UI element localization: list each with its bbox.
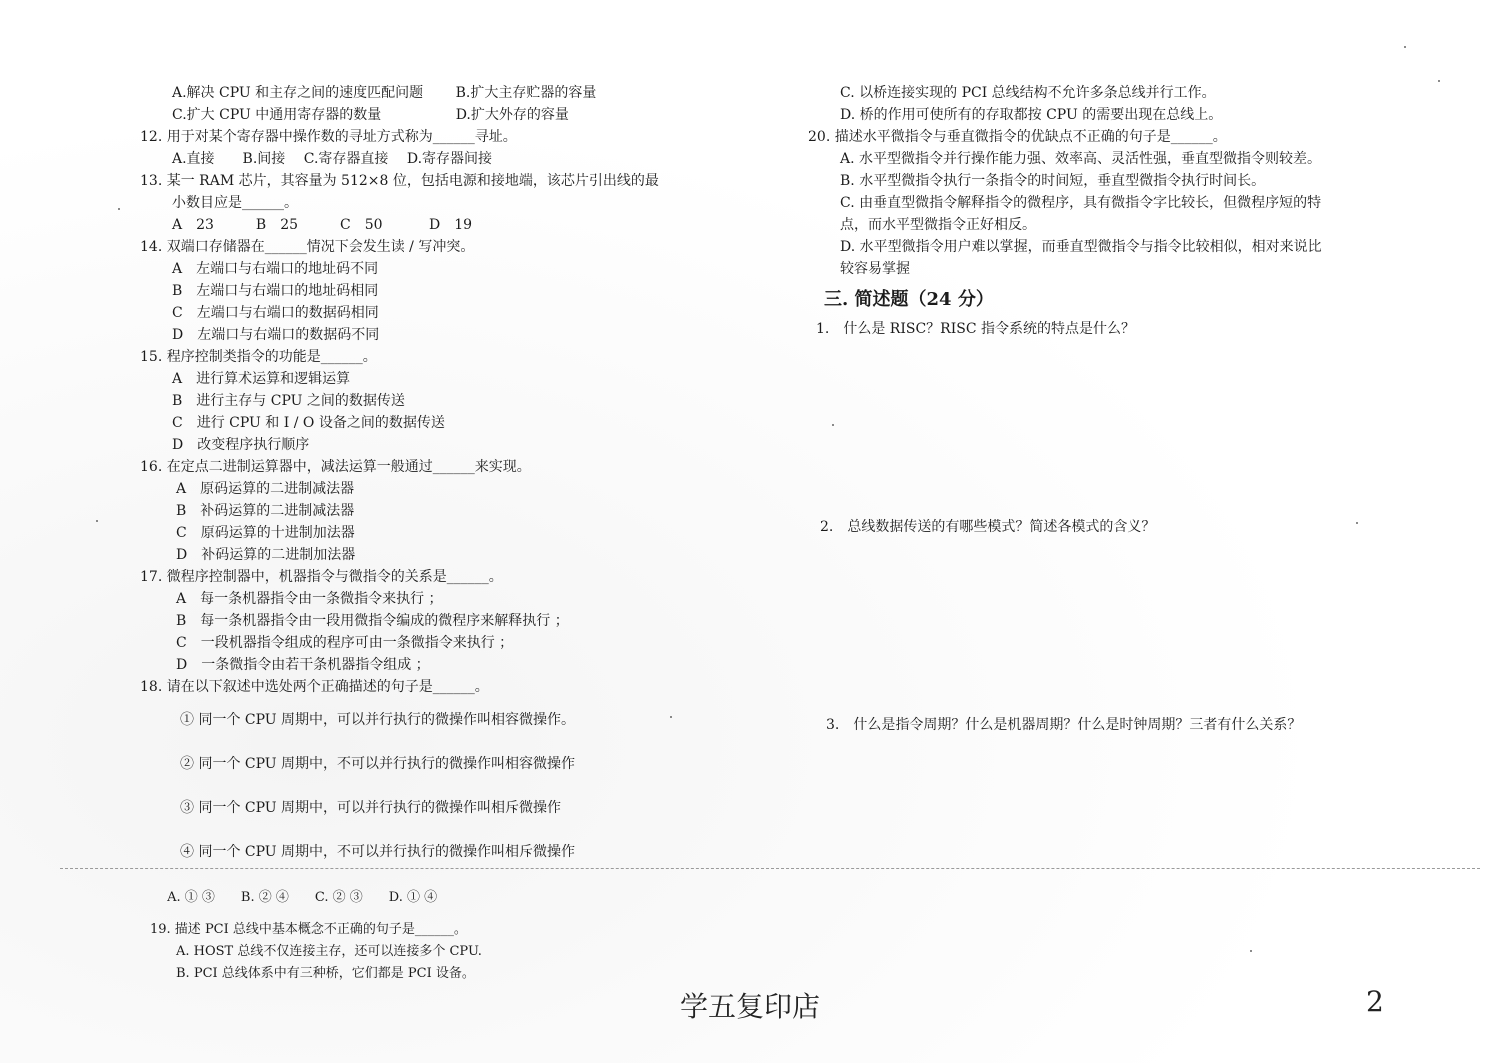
question-line: D. 桥的作用可使所有的存取都按 CPU 的需要出现在总线上。: [840, 107, 1223, 123]
bottom-continuation: [150, 886, 482, 984]
q18-statement: ④ 同一个 CPU 周期中，不可以并行执行的微操作叫相斥微操作: [180, 844, 576, 860]
question-line: A 每一条机器指令由一条微指令来执行 ；: [176, 591, 443, 607]
question-line: 17. 微程序控制器中，机器指令与微指令的关系是______。: [140, 569, 503, 585]
question-line: B 进行主存与 CPU 之间的数据传送: [172, 393, 405, 409]
q18-statement: ① 同一个 CPU 周期中，可以并行执行的微操作叫相容微操作。: [180, 712, 576, 728]
q18-statement: ③ 同一个 CPU 周期中，可以并行执行的微操作叫相斥微操作: [180, 800, 562, 816]
q19-stem: 19. 描述 PCI 总线中基本概念不正确的句子是______。: [150, 922, 467, 937]
scan-speck: [670, 716, 672, 718]
question-line: D 改变程序执行顺序: [172, 437, 310, 453]
scan-speck: [1356, 522, 1358, 524]
question-line: 18. 请在以下叙述中选处两个正确描述的句子是______。: [140, 679, 489, 695]
question-line: 小数目应是______。: [172, 195, 298, 211]
scan-speck: [1404, 46, 1406, 48]
right-question-lines: [808, 82, 1368, 280]
q18-statement: ② 同一个 CPU 周期中，不可以并行执行的微操作叫相容微操作: [180, 756, 576, 772]
question-line: C 原码运算的十进制加法器: [176, 525, 355, 541]
question-line: 13. 某一 RAM 芯片，其容量为 512×8 位，包括电源和接地端，该芯片引出线的最: [140, 173, 659, 189]
q18-options: A. ① ③ B. ② ④ C. ② ③ D. ① ④: [150, 890, 438, 905]
question-line: 20. 描述水平微指令与垂直微指令的优缺点不正确的句子是______。: [808, 129, 1227, 145]
scan-speck: [1438, 80, 1440, 82]
question-line: B 补码运算的二进制减法器: [176, 503, 355, 519]
question-line: D. 水平型微指令用户难以掌握，而垂直型微指令与指令比较相似，相对来说比: [840, 239, 1322, 255]
question-line: A 左端口与右端口的地址码不同: [172, 261, 379, 277]
scan-speck: [96, 520, 98, 522]
page-number: 2: [1366, 985, 1384, 1018]
question-line: 较容易掌握: [840, 261, 910, 277]
page-fold-divider: [60, 868, 1480, 869]
scan-speck: [118, 208, 120, 210]
question-line: A 原码运算的二进制减法器: [176, 481, 355, 497]
question-line: D 补码运算的二进制加法器: [176, 547, 356, 563]
q19-option-b: B. PCI 总线体系中有三种桥，它们都是 PCI 设备。: [150, 966, 475, 981]
question-line: 16. 在定点二进制运算器中，减法运算一般通过______来实现。: [140, 459, 531, 475]
question-line: A 23 B 25 C 50 D 19: [172, 217, 473, 233]
question-line: B 左端口与右端口的地址码相同: [172, 283, 379, 299]
question-line: C 左端口与右端口的数据码相同: [172, 305, 379, 321]
question-line: A. 水平型微指令并行操作能力强、效率高、灵活性强，垂直型微指令则较差。: [840, 151, 1322, 167]
question-line: 12. 用于对某个寄存器中操作数的寻址方式称为______寻址。: [140, 129, 517, 145]
section-title: 三. 简述题（24 分）: [824, 289, 994, 310]
question-line: C. 由垂直型微指令解释指令的微程序，具有微指令字比较长，但微程序短的特: [840, 195, 1322, 211]
question-line: A.直接 B.间接 C.寄存器直接 D.寄存器间接: [172, 151, 493, 167]
question-line: C 一段机器指令组成的程序可由一条微指令来执行 ；: [176, 635, 514, 651]
answer-space-1: [808, 340, 1368, 516]
question-line: C. 以桥连接实现的 PCI 总线结构不允许多条总线并行工作。: [840, 85, 1216, 101]
right-column: [808, 82, 1368, 736]
question-line: C.扩大 CPU 中通用寄存器的数量 D.扩大外存的容量: [172, 107, 569, 123]
question-line: 点，而水平型微指令正好相反。: [840, 217, 1036, 233]
question-line: B. 水平型微指令执行一条指令的时间短，垂直型微指令执行时间长。: [840, 173, 1266, 189]
question-line: D 左端口与右端口的数据码不同: [172, 327, 380, 343]
question-line: A.解决 CPU 和主存之间的速度匹配问题 B.扩大主存贮器的容量: [172, 85, 597, 101]
question-line: C 进行 CPU 和 I / O 设备之间的数据传送: [172, 415, 445, 431]
left-column: [140, 82, 700, 874]
question-line: 15. 程序控制类指令的功能是______。: [140, 349, 377, 365]
short-question-3: 3. 什么是指令周期？什么是机器周期？什么是时钟周期？三者有什么关系？: [826, 717, 1302, 733]
q19-option-a: A. HOST 总线不仅连接主存，还可以连接多个 CPU.: [150, 944, 482, 959]
question-line: B 每一条机器指令由一段用微指令编成的微程序来解释执行 ；: [176, 613, 569, 629]
question-line: D 一条微指令由若干条机器指令组成 ；: [176, 657, 430, 673]
answer-space-2: [808, 538, 1368, 714]
question-line: 14. 双端口存储器在______情况下会发生读 / 写冲突。: [140, 239, 475, 255]
scan-speck: [1250, 950, 1252, 952]
shop-name: 学五复印店: [680, 990, 821, 1023]
question-line: A 进行算术运算和逻辑运算: [172, 371, 351, 387]
scan-speck: [832, 424, 834, 426]
short-question-1: 1. 什么是 RISC？RISC 指令系统的特点是什么？: [816, 321, 1136, 337]
short-question-2: 2. 总线数据传送的有哪些模式？简述各模式的含义？: [820, 519, 1156, 535]
